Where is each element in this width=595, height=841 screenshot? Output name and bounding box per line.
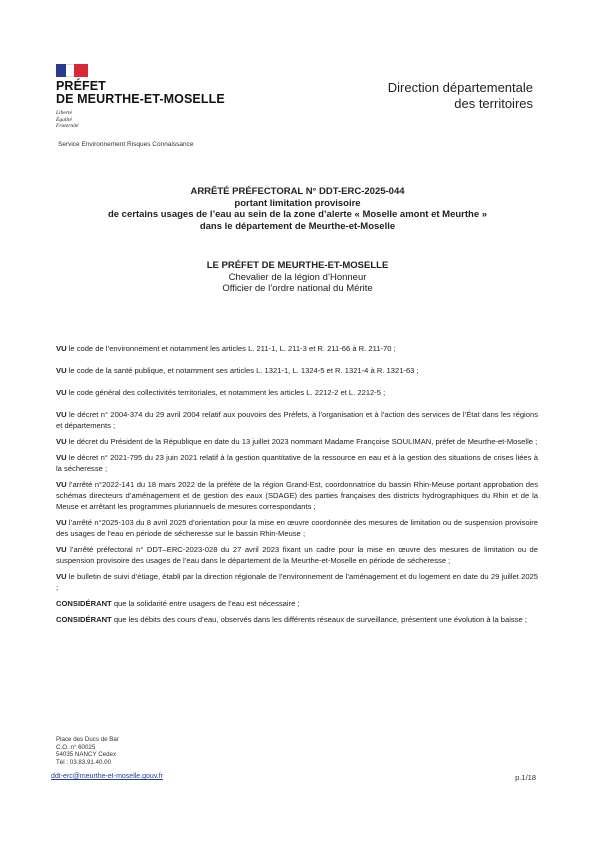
- prefecture-logo-block: [56, 64, 256, 130]
- marianne-flag-icon: [56, 64, 88, 77]
- considering-clause: CONSIDÉRANT que la solidarité entre usagers de l’eau est nécessaire ;: [56, 599, 300, 608]
- service-label: Service Environnement Risques Connaissance: [58, 141, 194, 148]
- arrete-title: ARRÊTÉ PRÉFECTORAL N° DDT-ERC-2025-044 portant limitation provisoire de certains usages de l’eau au sein de la zone d’alerte « Moselle amont et Meurthe » dans le département de Meurthe-et-Moselle: [40, 186, 555, 232]
- recital-clause: VU le décret n° 2021-795 du 23 juin 2021 relatif à la gestion quantitative de la ressource en eau et à la gestion des situations de crises liées à la sécheresse ;: [56, 453, 538, 473]
- recital-clause: VU l’arrêté n°2025-103 du 8 avril 2025 d’orientation pour la mise en œuvre coordonnée des mesures de limitation ou de suspension provisoire des usages de l’eau en période de sécheresse sur le bassin Rhin-Meuse ;: [56, 518, 538, 538]
- recital-clause: VU l’arrêté préfectoral n° DDT–ERC-2023-028 du 27 avril 2023 fixant un cadre pour la mise en œuvre des mesures de limitation ou de suspension provisoire des usages de l’eau dans le département de la Meurthe-et-Moselle en période de sécheresse ;: [56, 545, 538, 565]
- footer-address: Place des Ducs de Bar C.O. n° 60025 54035 NANCY Cedex Tél : 03.83.91.40.00: [56, 736, 119, 766]
- direction-heading: Direction départementale des territoires: [387, 80, 533, 111]
- considering-clause: CONSIDÉRANT que les débits des cours d’eau, observés dans les différents réseaux de surveillance, présentent une évolution à la baisse ;: [56, 615, 527, 624]
- recital-clause: VU le code de l’environnement et notamment les articles L. 211-1, L. 211-3 et R. 211-66 à R. 211-70 ;: [56, 344, 396, 353]
- recital-clause: VU le décret n° 2004-374 du 29 avril 2004 relatif aux pouvoirs des Préfets, à l’organisation et à l’action des services de l’État dans les régions et départements ;: [56, 410, 538, 430]
- recital-clause: VU l’arrêté n°2022-141 du 18 mars 2022 de la préfète de la région Grand-Est, coordonnatrice du bassin Rhin-Meuse portant approbation des schémas directeurs d’aménagement et de gestion des eaux (SDAGE) des parties françaises des districts hydrographiques du Rhin et de la Meuse et arrêtant les programmes pluriannuels de mesures correspondants ;: [56, 480, 538, 511]
- arrete-reference: ARRÊTÉ PRÉFECTORAL N° DDT-ERC-2025-044: [190, 186, 405, 197]
- recital-clause: VU le code général des collectivités territoriales, et notamment les articles L. 2212-2 et L. 2212-5 ;: [56, 388, 386, 397]
- prefet-name: LE PRÉFET DE MEURTHE-ET-MOSELLE: [206, 260, 389, 271]
- recital-clause: VU le décret du Président de la République en date du 13 juillet 2023 nommant Madame Françoise SOULIMAN, préfet de Meurthe-et-Moselle ;: [56, 437, 538, 446]
- footer-email-link[interactable]: ddt-erc@meurthe-et-moselle.gouv.fr: [51, 773, 164, 780]
- recital-clause: VU le bulletin de suivi d’étiage, établi par la direction régionale de l’environnement de l’aménagement et du logement en date du 29 juillet 2025 ;: [56, 572, 538, 592]
- recital-clause: VU le code de la santé publique, et notamment ses articles L. 1321-1, L. 1324-5 et R. 1321-4 à R. 1321-63 ;: [56, 366, 419, 375]
- page-number: p.1/18: [515, 773, 536, 782]
- authority-block: LE PRÉFET DE MEURTHE-ET-MOSELLE Chevalier de la légion d’Honneur Officier de l’ordre national du Mérite: [40, 260, 555, 295]
- recitals-list: [56, 343, 538, 630]
- republic-motto: Liberté Égalité Fraternité: [56, 110, 79, 129]
- prefet-title: PRÉFET DE MEURTHE-ET-MOSELLE: [56, 79, 225, 106]
